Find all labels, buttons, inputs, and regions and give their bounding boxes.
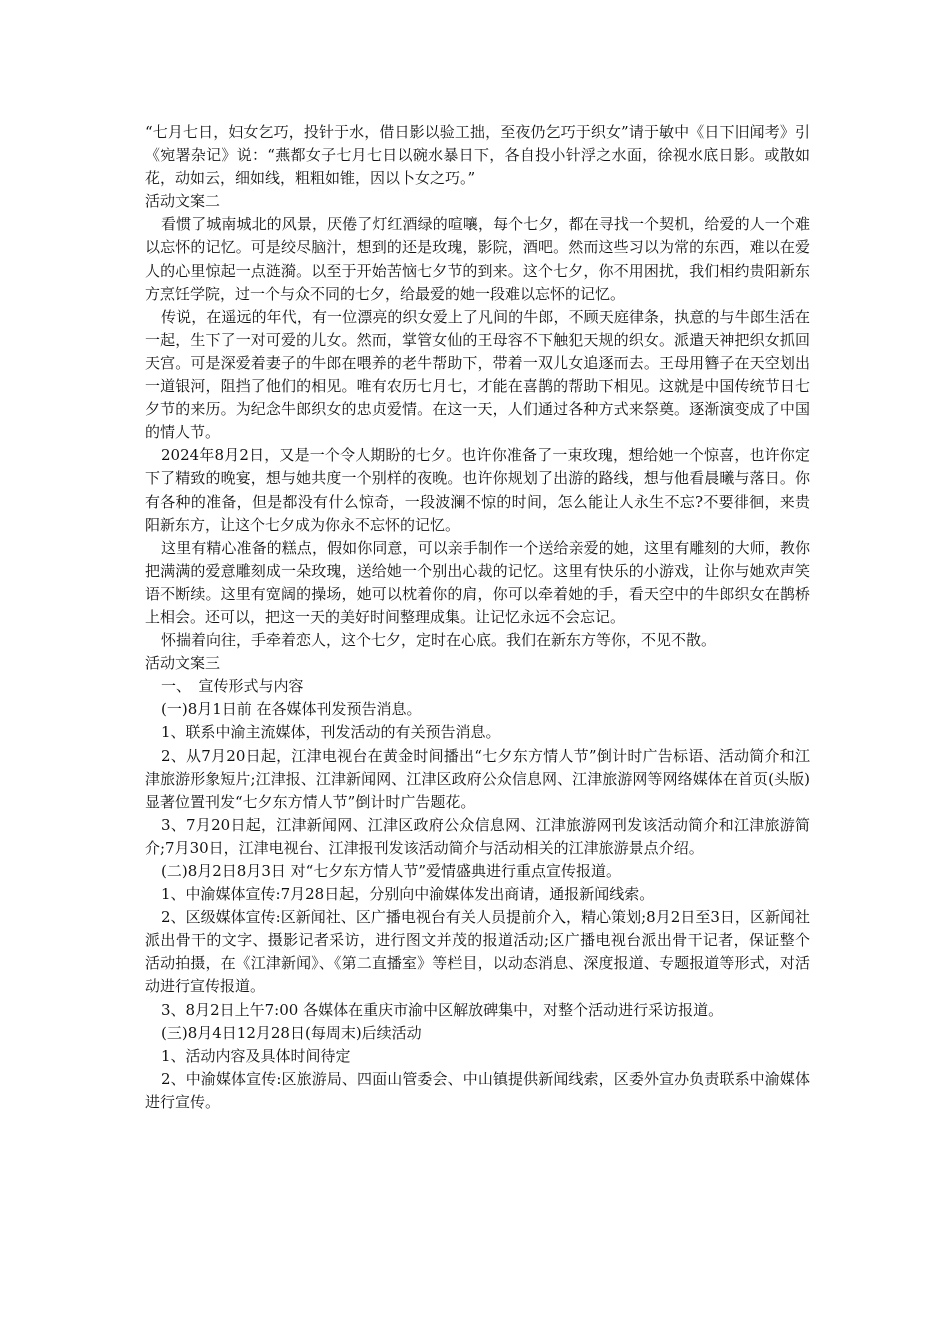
list-item: (三)8月4日12月28日(每周末)后续活动 [161,1023,422,1042]
paragraph-copy-two-1: 看惯了城南城北的风景，厌倦了灯红酒绿的喧嚷，每个七夕，都在寻找一个契机，给爱的人一个难以忘怀的记忆。可是绞尽脑汁，想到的还是玫瑰，影院，酒吧。然而这些习以为常的东西，难以在爱人的心里惊起一点涟漪。以至于开始苦恼七夕节的到来。这个七夕，你不用困扰，我们相约贵阳新东方烹饪学院，过一个与众不同的七夕，给最爱的她一段难以忘怀的记忆。 [145,215,810,303]
list-item: 一、 宣传形式与内容 [161,677,304,696]
list-item: 3、7月20日起，江津新闻网、江津区政府公众信息网、江津旅游网刊发该活动简介和江津旅游简介;7月30日，江津电视台、江津报刊发该活动简介与活动相关的江津旅游景点介绍。 [145,815,810,857]
list-item: 1、中渝媒体宣传:7月28日起，分别向中渝媒体发出商请，通报新闻线索。 [161,885,655,904]
list-item: 2、中渝媒体宣传:区旅游局、四面山管委会、中山镇提供新闻线索，区委外宣办负责联系中渝媒体进行宣传。 [145,1069,810,1111]
list-item: 2、从7月20日起，江津电视台在黄金时间播出“七夕东方情人节”倒计时广告标语、活动简介和江津旅游形象短片;江津报、江津新闻网、江津区政府公众信息网、江津旅游网等网络媒体在首页(头版)显著位置刊发“七夕东方情人节”倒计时广告题花。 [145,746,810,811]
paragraph-copy-two-4: 这里有精心准备的糕点，假如你同意，可以亲手制作一个送给亲爱的她，这里有雕刻的大师，教你把满满的爱意雕刻成一朵玫瑰，送给她一个别出心裁的记忆。这里有快乐的小游戏，让你与她欢声笑语不断续。这里有宽阔的操场，她可以枕着你的肩，你可以牵着她的手，看天空中的牛郎织女在鹊桥上相会。还可以，把这一天的美好时间整理成集。让记忆永远不会忘记。 [145,538,810,626]
section-heading-copy-two: 活动文案二 [145,192,221,211]
paragraph-intro-quote: “七月七日，妇女乞巧，投针于水，借日影以验工拙，至夜仍乞巧于织女”请于敏中《日下旧闻考》引《宛署杂记》说：“燕都女子七月七日以碗水暴日下，各自投小针浮之水面，徐视水底日影。或散如花，动如云，细如线，粗粗如锥，因以卜女之巧。” [145,123,810,188]
paragraph-copy-two-3: 2024年8月2日，又是一个令人期盼的七夕。也许你准备了一束玫瑰，想给她一个惊喜，也许你定下了精致的晚宴，想与她共度一个别样的夜晚。也许你规划了出游的路线，想与他看晨曦与落日。你有各种的准备，但是都没有什么惊奇，一段波澜不惊的时间，怎么能让人永生不忘?不要徘徊，来贵阳新东方，让这个七夕成为你永不忘怀的记忆。 [145,446,810,534]
list-item: 2、区级媒体宣传:区新闻社、区广播电视台有关人员提前介入，精心策划;8月2日至3日，区新闻社派出骨干的文字、摄影记者采访，进行图文并茂的报道活动;区广播电视台派出骨干记者，保证整个活动拍摄，在《江津新闻》、《第二直播室》等栏目，以动态消息、深度报道、专题报道等形式，对活动进行宣传报道。 [145,908,810,996]
section-heading-copy-three: 活动文案三 [145,654,221,673]
paragraph-copy-two-5: 怀揣着向往，手牵着恋人，这个七夕，定时在心底。我们在新东方等你，不见不散。 [161,631,717,650]
list-item: (一)8月1日前 在各媒体刊发预告消息。 [161,700,422,719]
paragraph-copy-two-2: 传说，在遥远的年代，有一位漂亮的织女爱上了凡间的牛郎，不顾天庭律条，执意的与牛郎生活在一起，生下了一对可爱的儿女。然而，掌管女仙的王母容不下触犯天规的织女。派遣天神把织女抓回天宫。可是深爱着妻子的牛郎在喂养的老牛帮助下，带着一双儿女追逐而去。王母用簪子在天空划出一道银河，阻挡了他们的相见。唯有农历七月七，才能在喜鹊的帮助下相见。这就是中国传统节日七夕节的来历。为纪念牛郎织女的忠贞爱情。在这一天，人们通过各种方式来祭奠。逐渐演变成了中国的情人节。 [145,307,810,442]
document-page [145,121,810,1114]
list-item: 3、8月2日上午7:00 各媒体在重庆市渝中区解放碑集中，对整个活动进行采访报道。 [161,1000,724,1019]
list-item: (二)8月2日8月3日 对“七夕东方情人节”爱情盛典进行重点宣传报道。 [161,862,621,880]
list-item: 1、活动内容及具体时间待定 [161,1046,351,1065]
list-item: 1、联系中渝主流媒体，刊发活动的有关预告消息。 [161,723,501,742]
